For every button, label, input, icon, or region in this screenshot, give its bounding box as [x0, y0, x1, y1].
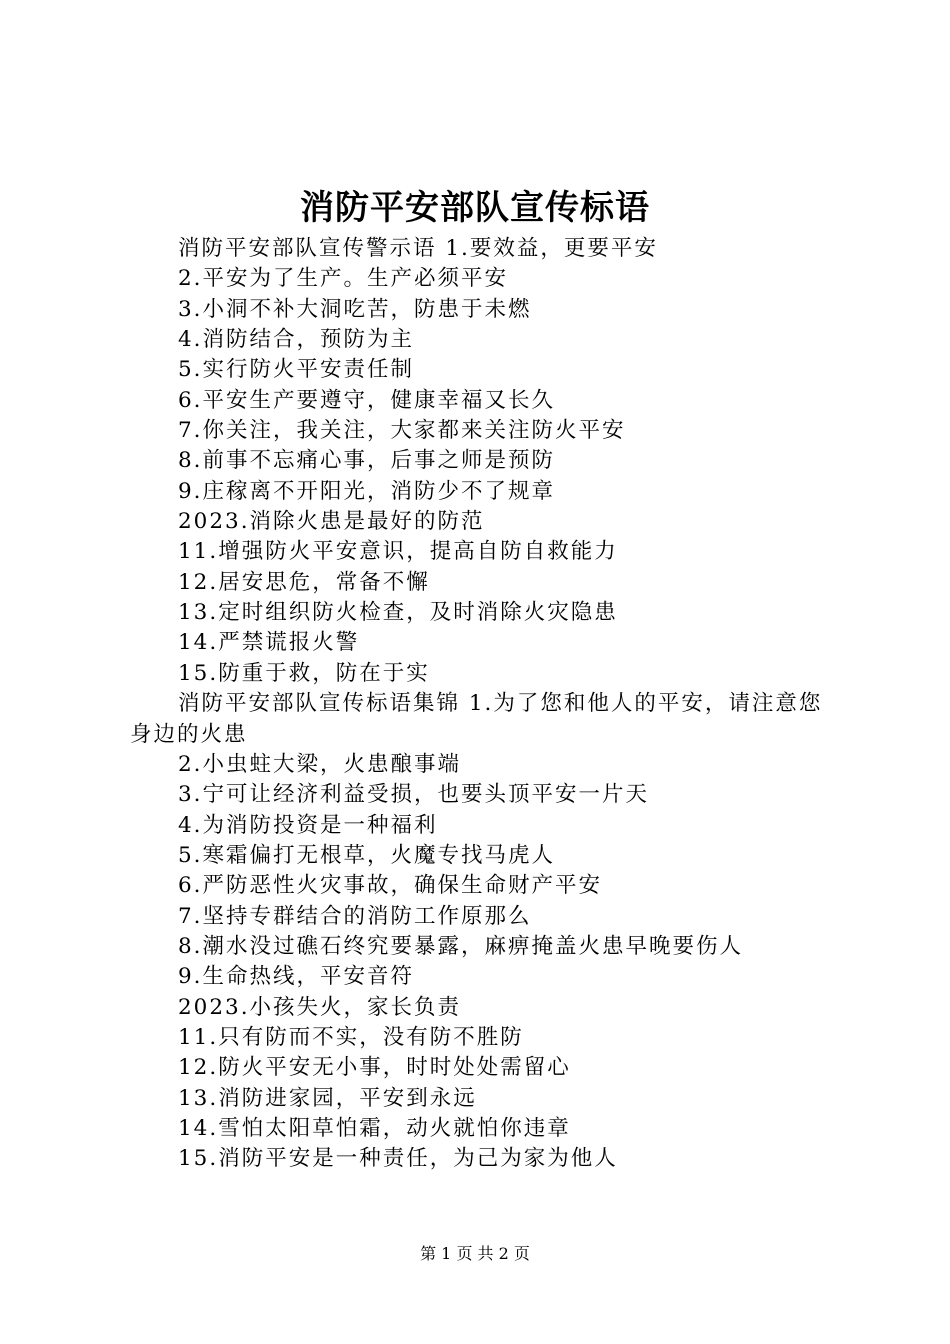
- text-line: 2.平安为了生产。生产必须平安: [178, 266, 509, 292]
- text-line: 2.小虫蛀大梁，火患酿事端: [178, 751, 462, 777]
- text-line: 2023.消除火患是最好的防范: [178, 509, 485, 535]
- text-line: 15.消防平安是一种责任，为己为家为他人: [178, 1146, 618, 1172]
- text-line: 13.定时组织防火检查，及时消除火灾隐患: [178, 600, 618, 626]
- document-body: [130, 234, 830, 1175]
- text-line: 消防平安部队宣传警示语 1.要效益，更要平安: [178, 236, 658, 261]
- text-line: 8.前事不忘痛心事，后事之师是预防: [178, 448, 556, 474]
- text-line: 7.坚持专群结合的消防工作原那么: [178, 903, 532, 929]
- text-line: 9.庄稼离不开阳光，消防少不了规章: [178, 478, 556, 504]
- text-line: 8.潮水没过礁石终究要暴露，麻痹掩盖火患早晚要伤人: [178, 933, 744, 959]
- text-line: 14.严禁谎报火警: [178, 630, 360, 656]
- text-line: 3.宁可让经济利益受损，也要头顶平安一片天: [178, 782, 650, 808]
- text-line: 5.实行防火平安责任制: [178, 357, 415, 383]
- text-line: 6.平安生产要遵守，健康幸福又长久: [178, 387, 556, 413]
- text-line: 5.寒霜偏打无根草，火魔专找马虎人: [178, 842, 556, 868]
- text-line: 11.只有防而不实，没有防不胜防: [178, 1024, 524, 1050]
- text-line: 4.为消防投资是一种福利: [178, 812, 438, 838]
- text-line: 12.居安思危，常备不懈: [178, 569, 430, 595]
- text-line: 4.消防结合，预防为主: [178, 327, 415, 353]
- text-line: 12.防火平安无小事，时时处处需留心: [178, 1055, 571, 1081]
- text-line: 2023.小孩失火，家长负责: [178, 994, 462, 1020]
- text-line: 6.严防恶性火灾事故，确保生命财产平安: [178, 873, 603, 899]
- page-footer: 第 1 页 共 2 页: [420, 1244, 530, 1263]
- text-line: 3.小洞不补大洞吃苦，防患于未燃: [178, 296, 532, 322]
- text-line: 7.你关注，我关注，大家都来关注防火平安: [178, 418, 626, 444]
- text-paragraph: 消防平安部队宣传标语集锦 1.为了您和他人的平安，请注意您身边的火患: [130, 691, 823, 747]
- text-line: 13.消防进家园，平安到永远: [178, 1085, 477, 1111]
- text-line: 14.雪怕太阳草怕霜，动火就怕你违章: [178, 1115, 571, 1141]
- page-title: 消防平安部队宣传标语: [300, 188, 650, 228]
- text-line: 15.防重于救，防在于实: [178, 660, 430, 686]
- text-line: 9.生命热线，平安音符: [178, 964, 415, 990]
- text-line: 11.增强防火平安意识，提高自防自救能力: [178, 539, 618, 565]
